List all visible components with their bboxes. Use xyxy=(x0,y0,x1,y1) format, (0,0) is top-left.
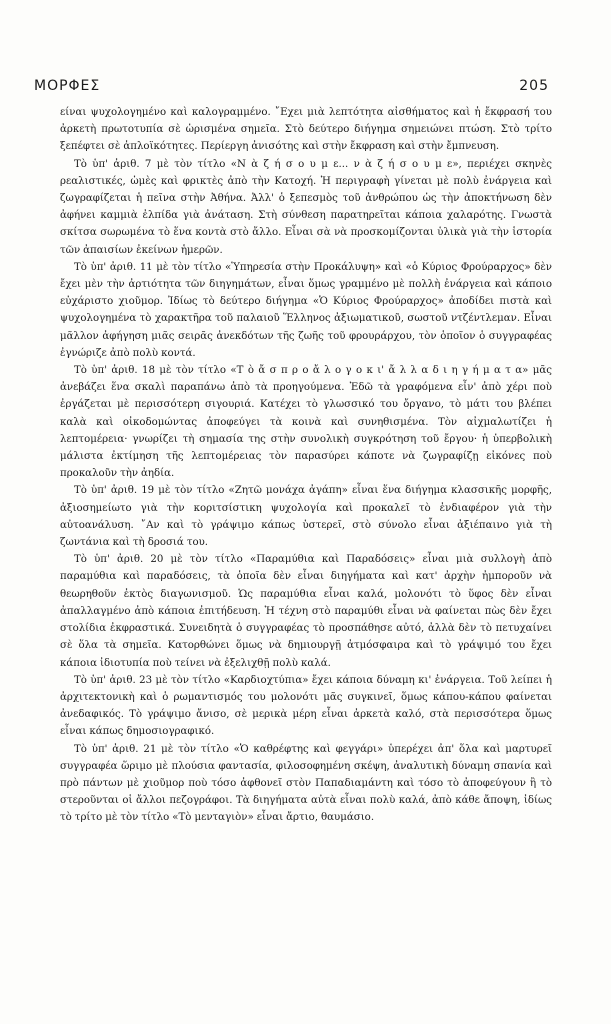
body-text xyxy=(60,104,552,827)
paragraph: Τὸ ὑπ' ἀριθ. 20 μὲ τὸν τίτλο «Παραμύθια καὶ Παραδόσεις» εἶναι μιὰ συλλογὴ ἀπὸ παραμύθια καὶ παραδόσεις, τὰ ὁποῖα δὲν εἶναι διηγήματα καὶ κατ' ἀρχὴν ἠμποροῦν νὰ θεωρηθοῦν ἐκτὸς διαγωνισμοῦ. Ὡς παραμύθια εἶναι καλά, μολονότι τὸ ὕφος δὲν εἶναι ἀπαλλαγμένο ἀπὸ κάποια ἐπιτήδευση. Ἡ τέχνη στὸ παραμύθι εἶναι νὰ φαίνεται πὼς δὲν ἔχει στολίδια ἐκφραστικά. Συνειδητὰ ὁ συγγραφέας τὸ προσπάθησε αὐτό, ἀλλὰ δὲν τὸ πετυχαίνει σὲ ὅλα τὰ σημεῖα. Κατορθώνει ὅμως νὰ δημιουργῇ ἀτμόσφαιρα καὶ τὸ γράψιμό του ἔχει κάποια ἰδιοτυπία ποὺ τείνει νὰ ἐξελιχθῇ πολὺ καλά. xyxy=(60,554,552,669)
paragraph: Τὸ ὑπ' ἀριθ. 18 μὲ τὸν τίτλο «Τ ὸ ἄ σ π ρ ο ἄ λ ο γ ο κ ι' ἄ λ λ α δ ι η γ ή μ α τ α» μᾶς ἀνεβάζει ἕνα σκαλὶ παραπάνω ἀπὸ τὰ προηγούμενα. Ἐδῶ τὰ γραφόμενα εἶν' ἀπὸ χέρι ποὺ ἐργάζεται μὲ περισσότερη σιγουριά. Κατέχει τὸ γλωσσικό του ὄργανο, τὸ μάτι του βλέπει καλὰ καὶ οἰκοδομώντας ἀποφεύγει τὰ κοινὰ καὶ συνηθισμένα. Τὸν αἰχμαλωτίζει ἡ λεπτομέρεια· γνωρίζει τὴ σημασία της στὴν συνολικὴ συγκρότηση τοῦ ἔργου· ἡ ὑπερβολικὴ μάλιστα ἐκτίμηση τῆς λεπτομέρειας τὸν παρασύρει κάποτε νὰ ζωγραφίζῃ εἰκόνες ποὺ προκαλοῦν τὴν ἀηδία. xyxy=(60,365,552,480)
journal-title: ΜΟΡΦΕΣ xyxy=(34,78,101,94)
paragraph: Τὸ ὑπ' ἀριθ. 19 μὲ τὸν τίτλο «Ζητῶ μονάχα ἀγάπη» εἶναι ἕνα διήγημα κλασσικῆς μορφῆς, ἀξιοσημείωτο γιὰ τὴν κοριτσίστικη ψυχολογία καὶ προκαλεῖ τὸ ἐνδιαφέρον γιὰ τὴν αὐτοανάλυση. ῎Αν καὶ τὸ γράψιμο κάπως ὑστερεῖ, στὸ σύνολο εἶναι ἀξιέπαινο γιὰ τὴ ζωντάνια καὶ τὴ δροσιά του. xyxy=(60,485,552,549)
paragraph: Τὸ ὑπ' ἀριθ. 11 μὲ τὸν τίτλο «Ὑπηρεσία στὴν Προκάλυψη» καὶ «ὁ Κύριος Φρούραρχος» δὲν ἔχει μὲν τὴν ἀρτιότητα τῶν διηγημάτων, εἶναι ὅμως γραμμένο μὲ πολλὴ ἐνάργεια καὶ κάποιο εὐχάριστο χιοῦμορ. Ἰδίως τὸ δεύτερο διήγημα «Ὁ Κύριος Φρούραρχος» ἀποδίδει πιστὰ καὶ ψυχολογημένα τὸ χαρακτῆρα τοῦ παλαιοῦ Ἕλληνος ἀξιωματικοῦ, σωστοῦ ντζέντλεμαν. Εἶναι μᾶλλον ἀφήγηση μιᾶς σειρᾶς ἀνεκδότων τῆς ζωῆς τοῦ φρουράρχου, τὸν ὁποῖον ὁ συγγραφέας ἐγνώριζε ἀπὸ πολὺ κοντά. xyxy=(60,261,552,359)
paragraph: Τὸ ὑπ' ἀριθ. 7 μὲ τὸν τίτλο «Ν ὰ ζ ή σ ο υ μ ε... ν ὰ ζ ή σ ο υ μ ε», περιέχει σκηνὲς ρεαλιστικές, ὠμὲς καὶ φρικτὲς ἀπὸ τὴν Κατοχή. Ἡ περιγραφὴ γίνεται μὲ πολὺ ἐνάργεια καὶ ζωγραφίζεται ἡ πεῖνα στὴν Ἀθήνα. Ἀλλ' ὁ ξεπεσμὸς τοῦ ἀνθρώπου ὡς τὴν ἀποκτήνωση δὲν ἀφήνει καμμιὰ ἐλπίδα γιὰ ἀνάταση. Στὴ σύνθεση παρατηρεῖται κάποια χαλαρότης. Γνωστὰ σκίτσα σωρωμένα τὸ ἕνα κοντὰ στὸ ἄλλο. Εἶναι σὰ νὰ προσκομίζονται ὑλικὰ γιὰ τὴν ἱστορία τῶν ἀπαισίων ἐκείνων ἡμερῶν. xyxy=(60,158,552,256)
page-number: 205 xyxy=(519,78,549,94)
paragraph: Τὸ ὑπ' ἀριθ. 23 μὲ τὸν τίτλο «Καρδιοχτύπια» ἔχει κάποια δύναμη κι' ἐνάργεια. Τοῦ λείπει ἡ ἀρχιτεκτονικὴ καὶ ὁ ρωμαντισμός του μολονότι μᾶς συγκινεῖ, ὅμως κάπου-κάπου φαίνεται ἀνεδαφικός. Τὸ γράψιμο ἄνισο, σὲ μερικὰ μέρη εἶναι ἀρκετὰ καλό, στὰ περισσότερα ὅμως εἶναι κάπως δημοσιογραφικό. xyxy=(60,674,552,738)
paragraph: είναι ψυχολογημένο καὶ καλογραμμένο. ῎Εχει μιὰ λεπτότητα αἰσθήματος καὶ ἡ ἔκφρασή του ἀρκετὴ πρωτοτυπία σὲ ὡρισμένα σημεῖα. Στὸ δεύτερο διήγημα σημειώνει πτώση. Στὸ τρίτο ξεπέφτει σὲ ἁπλοϊκότητες. Περίεργη ἀνισότης καὶ στὴν ἔκφραση καὶ στὴν ἔμπνευση. xyxy=(60,107,552,153)
running-header xyxy=(34,78,549,100)
paragraph: Τὸ ὑπ' ἀριθ. 21 μὲ τὸν τίτλο «Ὁ καθρέφτης καὶ φεγγάρι» ὑπερέχει ἀπ' ὅλα καὶ μαρτυρεῖ συγγραφέα ὥριμο μὲ πλούσια φαντασία, φιλοσοφημένη σκέψη, ἀναλυτικὴ δύναμη σπανία καὶ πρὸ πάντων μὲ χιοῦμορ ποὺ τόσο ἀφθονεῖ στὸν Παπαδιαμάντη καὶ τόσο τὸ ἀποφεύγουν ἢ τὸ στεροῦνται οἱ ἄλλοι πεζογράφοι. Τὰ διηγήματα αὐτὰ εἶναι πολὺ καλά, ἀπὸ κάθε ἄποψη, ἰδίως τὸ τρίτο μὲ τὸν τίτλο «Τὸ μενταγιὸν» εἶναι ἄρτιο, θαυμάσιο. xyxy=(60,743,552,824)
